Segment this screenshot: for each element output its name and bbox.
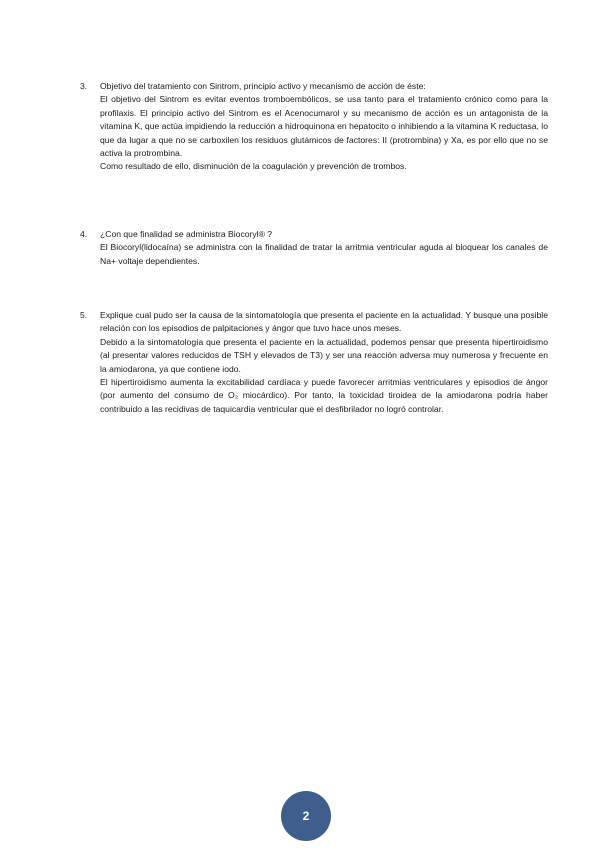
answer-paragraph: Como resultado de ello, disminución de la coagulación y prevención de trombos. <box>100 161 407 172</box>
answer-paragraph: Debido a la sintomatología que presenta el paciente en la actualidad, podemos pensar que presenta hipertiroidismo (al presentar valores reducidos de TSH y elevados de T3) y ser una reacción adversa muy numerosa y frecuente en la amiodarona, ya que contiene iodo. <box>100 336 548 374</box>
question-5 <box>80 309 548 416</box>
question-3 <box>80 80 548 174</box>
item-number: 4. <box>80 229 88 239</box>
question-text: ¿Con que finalidad se administra Biocoryl® ? <box>100 229 273 239</box>
item-number: 5. <box>80 310 88 320</box>
answer-paragraph: El objetivo del Sintrom es evitar eventos tromboembólicos, se usa tanto para el tratamiento crónico como para la profilaxis. El principio activo del Sintrom es el Acenocumarol y su mecanismo de acción es un antagonista de la vitamina K, que actúa impidiendo la reducción a hidroquinona en hepatocito o inhibiendo a la vitamina K reductasa, lo que da lugar a que no se carboxilen los residuos glutámicos de factores: II (protrombina) y Xa, es por ello que no se activa la protrombina. <box>100 94 548 159</box>
answer-paragraph: El hipertiroidismo aumenta la excitabilidad cardíaca y puede favorecer arritmias ventriculares y episodios de ángor (por aumento del consumo de O₂ miocárdico). Por tanto, la toxicidad tiroidea de la amiodarona podría haber contribuido a las recidivas de taquicardia ventricular que el desfibrilador no logró controlar. <box>100 377 548 414</box>
answer-paragraph: El Biocoryl(lidocaína) se administra con la finalidad de tratar la arritmia ventricular aguda al bloquear los canales de Na+ voltaje dependientes. <box>100 242 548 266</box>
page-number-badge: 2 <box>281 791 331 841</box>
question-text: Explique cual pudo ser la causa de la sintomatología que presenta el paciente en la actualidad. Y busque una posible relación con los episodios de palpitaciones y ángor que tuvo hace unos meses. <box>100 310 548 334</box>
question-4 <box>80 228 548 268</box>
question-text: Objetivo del tratamiento con Sintrom, principio activo y mecanismo de acción de éste: <box>100 81 426 91</box>
item-number: 3. <box>80 81 88 91</box>
